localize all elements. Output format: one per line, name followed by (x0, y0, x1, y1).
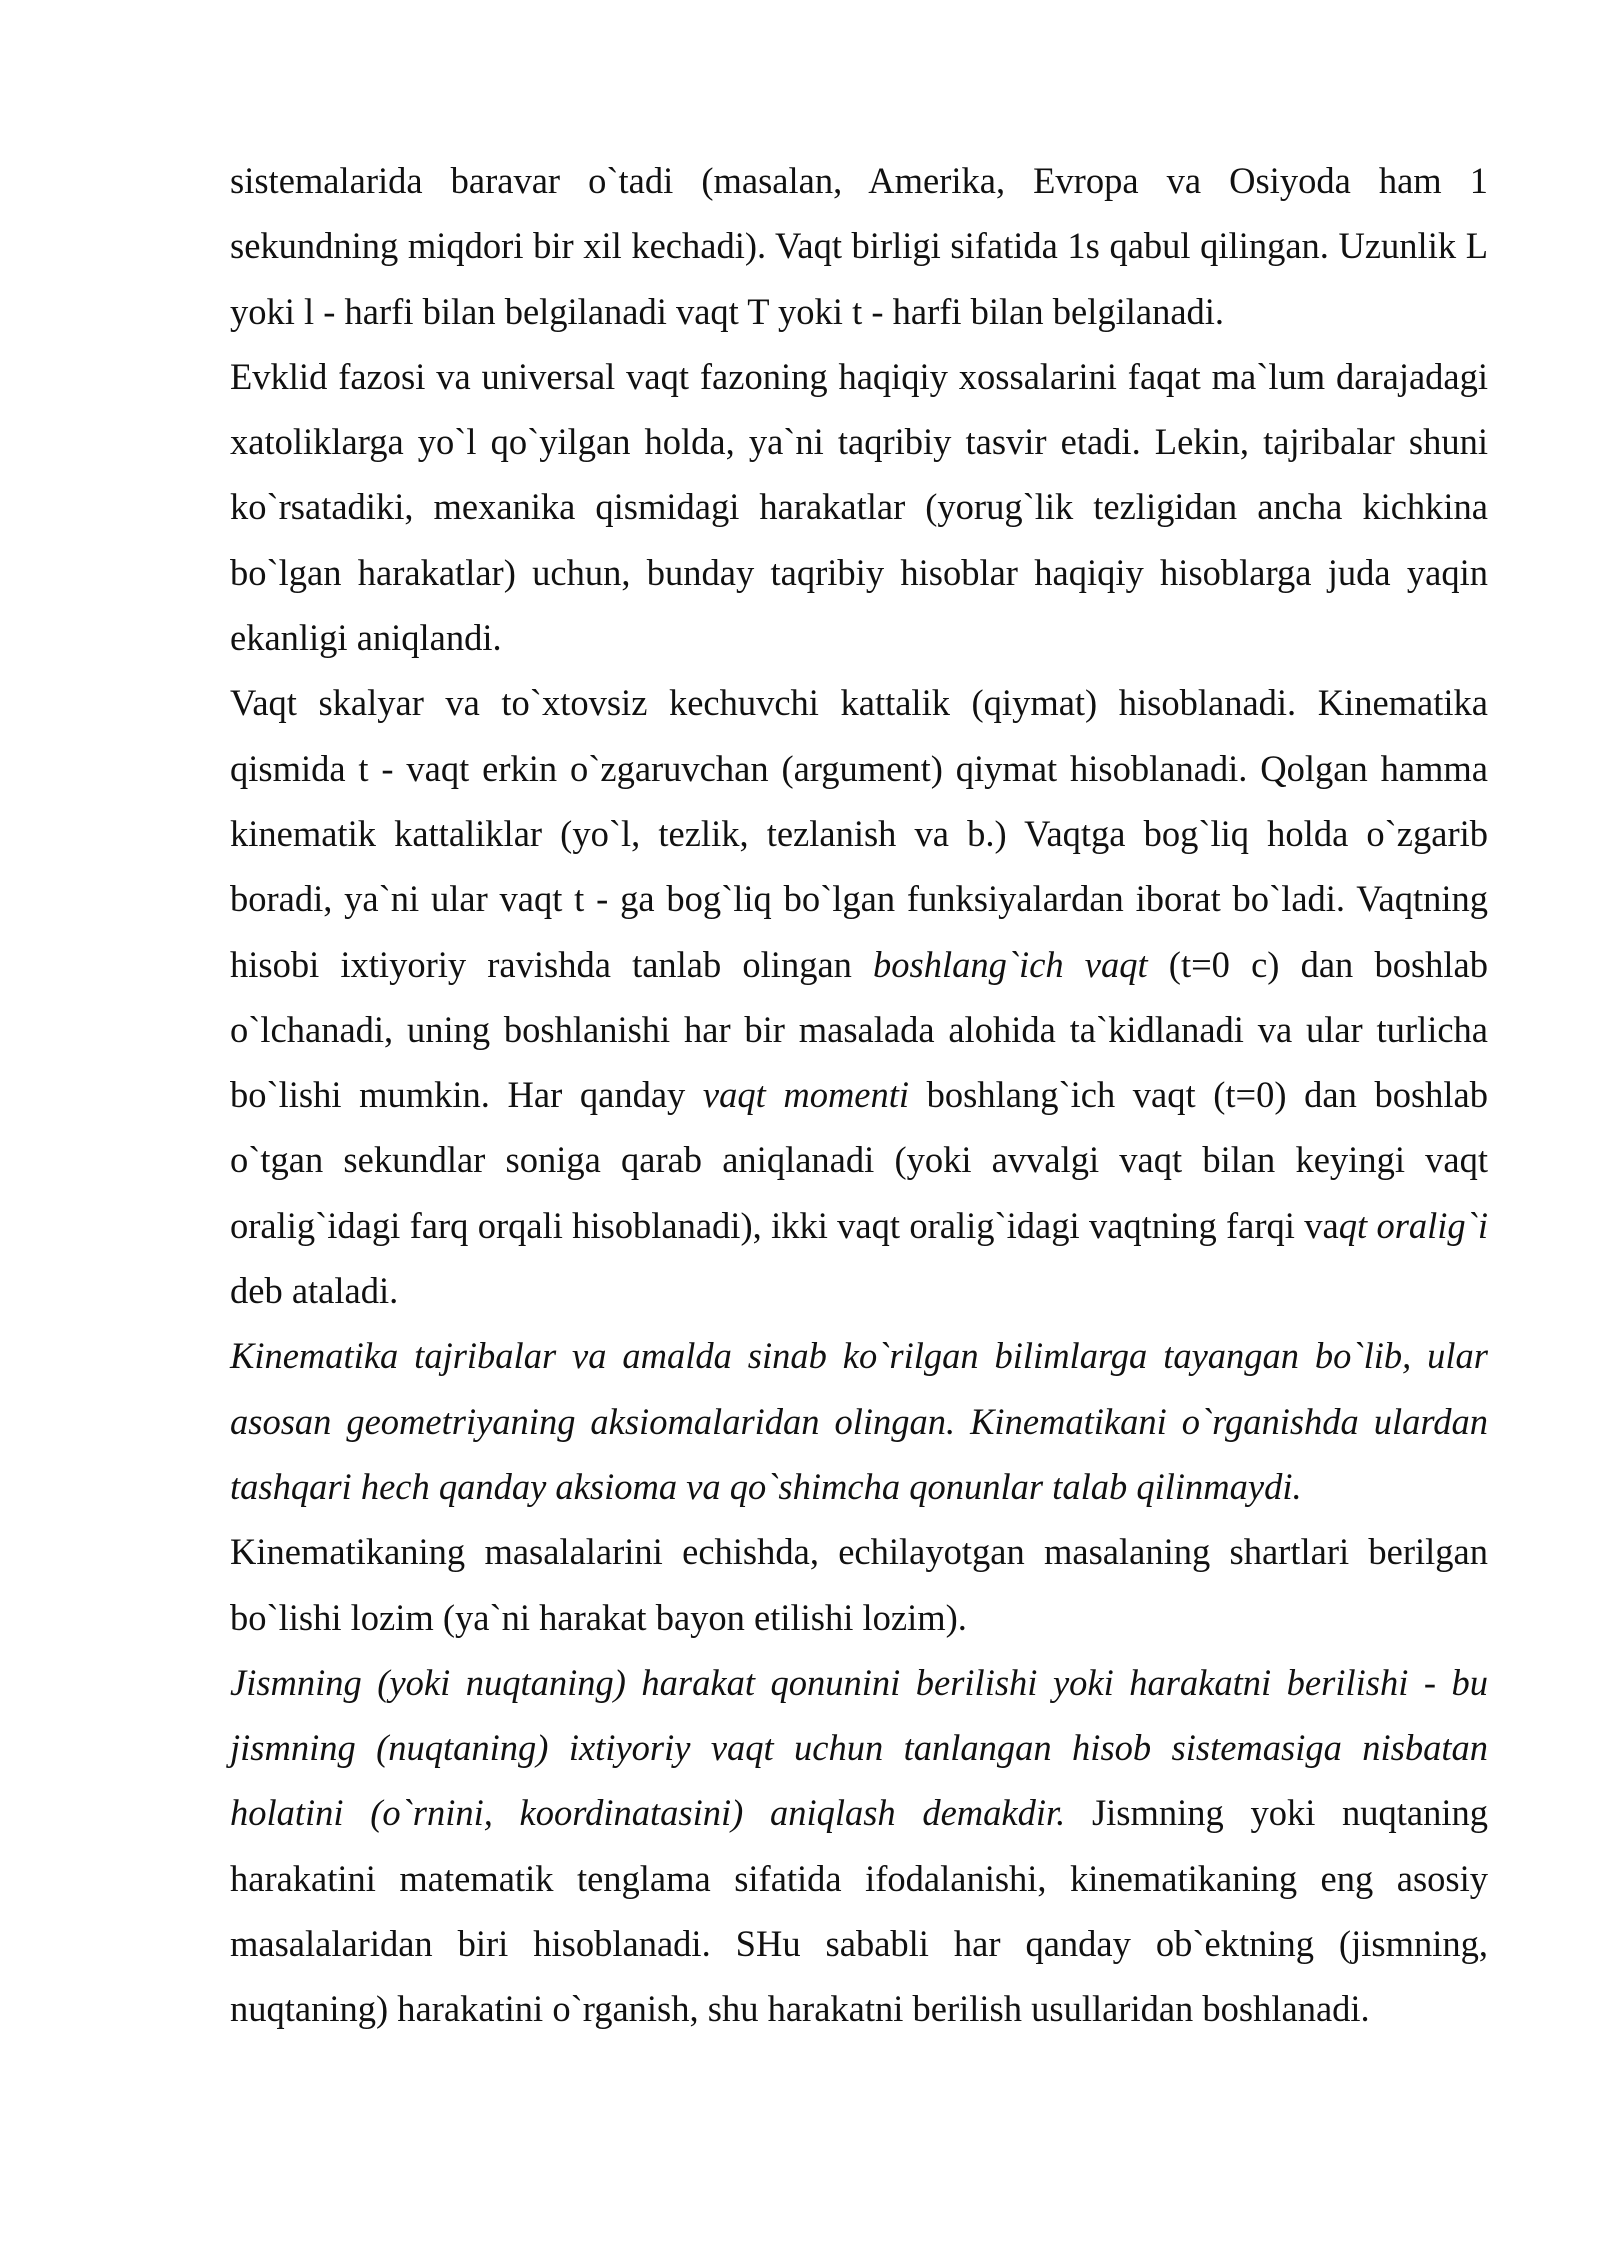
text-segment: (t=0 c) dan boshlab o`lchanadi, uning boshlanishi har bir masalada alohida ta`kidlanadi va ular turlicha bo`lishi mumkin. Har qanday (230, 943, 1488, 1116)
document-page (230, 148, 1488, 2042)
paragraph-2 (230, 344, 1488, 670)
italic-term-initial-time: boshlang`ich vaqt (873, 943, 1148, 985)
text-segment: boshlang`ich vaqt (t=0) dan boshlab o`tgan sekundlar soniga qarab aniqlanadi (yoki avvalgi vaqt bilan keyingi vaqt oralig`idagi farq orqali hisoblanadi), ikki vaqt oralig`idagi vaqtning farqi va (230, 1074, 1489, 1246)
paragraph-5 (230, 1519, 1488, 1650)
text-segment: Evklid fazosi va universal vaqt fazoning haqiqiy xossalarini faqat ma`lum darajadagi xatoliklarga yo`l qo`yilgan holda, ya`ni taqribiy tasvir etadi. Lekin, tajribalar shuni ko`rsatadiki, mexanika qismidagi harakatlar (yorug`lik tezligidan ancha kichkina bo`lgan harakatlar) uchun, bunday taqribiy hisoblar haqiqiy hisoblarga juda yaqin ekanligi aniqlandi. (230, 355, 1488, 659)
paragraph-3 (230, 670, 1488, 1323)
text-segment: deb ataladi. (230, 1270, 399, 1312)
text-segment: Kinematika tajribalar va amalda sinab ko`rilgan bilimlarga tayangan bo`lib, ular asosan geometriyaning aksiomalaridan olingan. Kinematikani o`rganishda ulardan tashqari hech qanday aksioma va qo`shimcha qonunlar talab qilinmaydi. (230, 1335, 1488, 1507)
paragraph-6 (230, 1650, 1488, 2042)
italic-term-time-moment: vaqt momenti (702, 1074, 910, 1116)
text-segment: sistemalarida baravar o`tadi (masalan, Amerika, Evropa va Osiyoda ham 1 sekundning miqdori bir xil kechadi). Vaqt birligi sifatida 1s qabul qilingan. Uzunlik L yoki l - harfi bilan belgilanadi vaqt T yoki t - harfi bilan belgilanadi. (230, 160, 1488, 332)
paragraph-1 (230, 148, 1488, 344)
paragraph-4 (230, 1323, 1488, 1519)
text-segment: Jismning yoki nuqtaning harakatini matematik tenglama sifatida ifodalanishi, kinematikaning eng asosiy masalalaridan biri hisoblanadi. SHu sababli har qanday ob`ektning (jismning, nuqtaning) harakatini o`rganish, shu harakatni berilish usullaridan boshlanadi. (230, 1792, 1488, 2030)
text-segment: Kinematikaning masalalarini echishda, echilayotgan masalaning shartlari berilgan bo`lishi lozim (ya`ni harakat bayon etilishi lozim). (230, 1531, 1488, 1638)
italic-term-time-interval: qt oralig`i (1338, 1204, 1488, 1246)
text-segment: Vaqt skalyar va to`xtovsiz kechuvchi kattalik (qiymat) hisoblanadi. Kinematika qismida t - vaqt erkin o`zgaruvchan (argument) qiymat hisoblanadi. Qolgan hamma kinematik kattaliklar (yo`l, tezlik, tezlanish va b.) Vaqtga bog`liq holda o`zgarib boradi, ya`ni ular vaqt t - ga bog`liq bo`lgan funksiyalardan iborat bo`ladi. Vaqtning hisobi ixtiyoriy ravishda tanlab olingan (230, 682, 1488, 985)
italic-definition: Jismning (yoki nuqtaning) harakat qonunini berilishi yoki harakatni berilishi - bu jismning (nuqtaning) ixtiyoriy vaqt uchun tanlangan hisob sistemasiga nisbatan holatini (o`rnini, koordinatasini) aniqlash demakdir. (230, 1661, 1488, 1834)
